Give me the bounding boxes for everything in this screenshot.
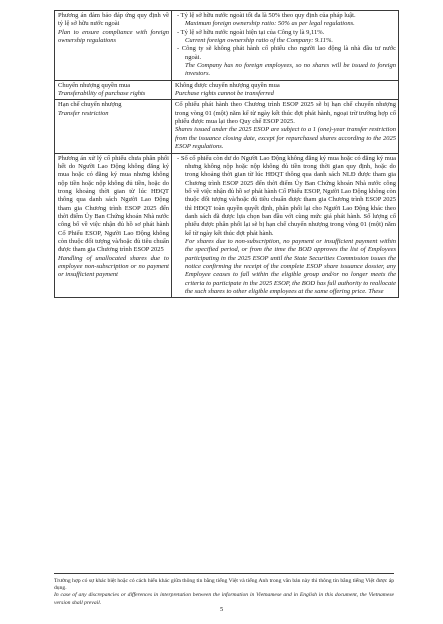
row-content-cell xyxy=(172,80,399,100)
row-label-en: Transferability of purchase rights xyxy=(58,90,146,98)
footnote-vi: Trường hợp có sự khác biệt hoặc có cách hiểu khác giữa thông tin bằng tiếng Việt và tiếng Anh trong văn bản này thì thông tin bằng tiếng Việt được áp dụng. xyxy=(54,578,394,592)
row-content-cell xyxy=(172,153,399,298)
esop-terms-table xyxy=(54,10,399,298)
content-text-vi: Cổ phiếu phát hành theo Chương trình ESOP 2025 sẽ bị hạn chế chuyển nhượng trong vòng 01 (một) năm kể từ ngày kết thúc đợt phát hành, ngoại trừ trường hợp cổ phiếu được mua lại theo Quy chế ESOP 2025. xyxy=(175,101,396,126)
row-label-en: Handling of unallocated shares due to employee non-subscription or no payment or insufficient payment xyxy=(58,254,169,279)
row-label-cell xyxy=(55,11,172,81)
footnote xyxy=(54,578,394,607)
row-content-cell xyxy=(172,100,399,153)
row-label-vi: Phương án đảm bảo đáp ứng quy định về tỷ lệ sở hữu nước ngoài xyxy=(58,12,169,28)
row-label-vi: Chuyển nhượng quyền mua xyxy=(58,81,131,89)
content-text-vi: Không được chuyển nhượng quyền mua xyxy=(175,81,280,89)
content-text-vi: - Số cổ phiếu còn dư do Người Lao Động không đăng ký mua hoặc có đăng ký mua nhưng không nộp hoặc nộp không đủ tiền trong thời gian quy định, hoặc do trong khoảng thời gian từ lúc HĐQT thông qua danh sách NLĐ được tham gia Chương trình ESOP 2025 đến thời điểm Ủy Ban Chứng khoán Nhà nước công bố về việc nhận đủ hồ sơ phát hành Cổ Phiếu ESOP, Người Lao Động không còn thuộc đối tượng và/hoặc đủ tiêu chuẩn được tham gia Chương trình ESOP 2025 thì HĐQT toàn quyền quyết định, phân phối lại cho Người Lao Động khác theo danh sách đã được lựa chọn ban đầu với cùng mức giá phát hành. Số lượng cổ phiếu được phân phối lại sẽ bị hạn chế chuyển nhượng trong vòng 01 (một) năm kể từ ngày kết thúc đợt phát hành. xyxy=(177,154,396,237)
content-text-en: Maximum foreign ownership ratio: 50% as per legal regulations. xyxy=(185,20,355,28)
row-label-en: Plan to ensure compliance with foreign ownership regulations xyxy=(58,28,169,45)
row-label-cell xyxy=(55,100,172,153)
row-label-cell xyxy=(55,80,172,100)
page-number: 5 xyxy=(220,606,224,613)
row-label-en: Transfer restriction xyxy=(58,109,109,117)
content-text-en: The Company has no foreign employees, so no shares will be issued to foreign investors. xyxy=(185,62,396,78)
content-text-en: Shares issued under the 2025 ESOP are subject to a 1 (one)-year transfer restriction from the issuance closing date, except for repurchased shares according to the 2025 ESOP regulations. xyxy=(175,126,396,151)
content-text-en: Current foreign ownership ratio of the Company: 9.11%. xyxy=(185,37,333,45)
content-text-vi: - Tỷ lệ sở hữu nước ngoài tối đa là 50% theo quy định của pháp luật. xyxy=(177,12,356,19)
row-label-vi: Phương án xử lý cổ phiếu chưa phân phối hết do Người Lao Động không đăng ký mua hoặc có đăng ký mua nhưng không nộp tiền hoặc nộp không đủ tiền, hoặc do trong khoảng thời gian từ lúc HĐQT thông qua danh sách Người Lao Động tham gia Chương trình ESOP 2025 đến thời điểm Ủy Ban Chứng khoán Nhà nước công bố về việc nhận đủ hồ sơ phát hành Cổ Phiếu ESOP, Người Lao Động không còn thuộc đối tượng và/hoặc đủ tiêu chuẩn được tham gia Chương trình ESOP 2025 xyxy=(58,154,169,254)
table-row xyxy=(55,153,399,298)
content-text-en: For shares due to non-subscription, no payment or insufficient payment within the specified period, or from the time the BOD approves the list of Employees participating in the 2025 ESOP until the State Securities Commission issues the notice confirming the receipt of the complete ESOP share issuance dossier, any Employee ceases to fall within the eligible group and/or no longer meets the criteria to participate in the 2025 ESOP, the BOD has full authority to reallocate the such shares to other eligible employees at the same offering price. These xyxy=(185,237,396,295)
content-text-en: Purchase rights cannot be transferred xyxy=(175,90,274,98)
row-label-cell xyxy=(55,153,172,298)
table-row xyxy=(55,80,399,100)
footnote-en: In case of any discrepancies or differences in interpretation between the information in Vietnamese and in English in this document, the Vietnamese version shall prevail. xyxy=(54,592,394,606)
table-row xyxy=(55,100,399,153)
content-text-vi: - Công ty sẽ không phát hành cổ phiếu cho người lao động là nhà đầu tư nước ngoài. xyxy=(177,45,396,61)
row-label-vi: Hạn chế chuyển nhượng xyxy=(58,101,122,109)
content-text-vi: - Tỷ lệ sở hữu nước ngoài hiện tại của Công ty là 9,11%. xyxy=(177,28,325,36)
table-row xyxy=(55,11,399,81)
footnote-rule xyxy=(54,573,394,574)
row-content-cell xyxy=(172,11,399,81)
